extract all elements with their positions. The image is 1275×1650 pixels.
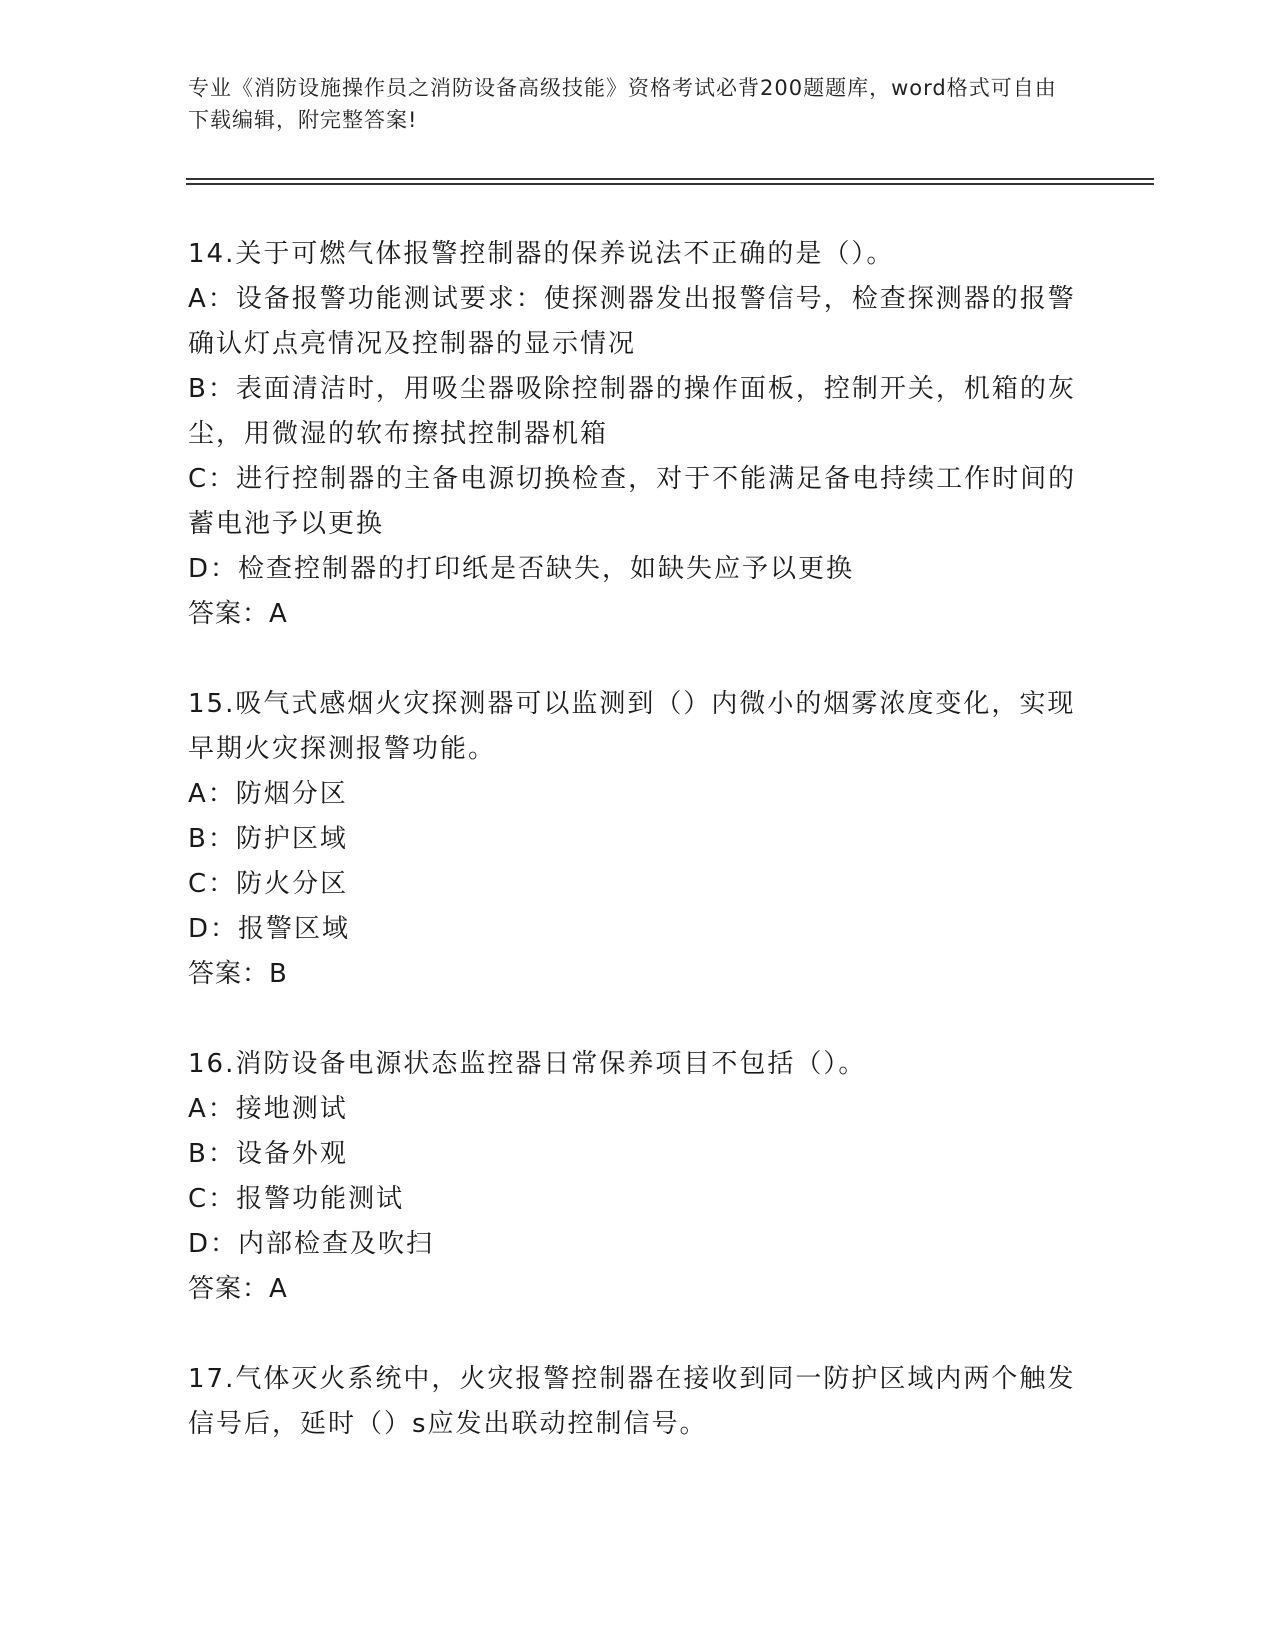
header-divider-bottom [186, 183, 1154, 185]
question-stem: 15.吸气式感烟火灾探测器可以监测到（）内微小的烟雾浓度变化，实现早期火灾探测报警功能。 [188, 689, 1076, 764]
option-d: D：内部检查及吹扫 [188, 1229, 435, 1259]
header-title: 专业《消防设施操作员之消防设备高级技能》资格考试必背200题题库，word格式可自由下载编辑，附完整答案! [188, 76, 1057, 132]
option-a: A：设备报警功能测试要求：使探测器发出报警信号，检查探测器的报警确认灯点亮情况及控制器的显示情况 [188, 284, 1076, 359]
question-15 [188, 682, 1088, 997]
option-b: B：防护区域 [188, 824, 348, 854]
question-stem: 17.气体灭火系统中，火灾报警控制器在接收到同一防护区域内两个触发信号后，延时（）s应发出联动控制信号。 [188, 1364, 1076, 1439]
header-divider-top [186, 178, 1154, 180]
answer-line: 答案：B [188, 959, 288, 989]
option-a: A：接地测试 [188, 1094, 348, 1124]
question-list [188, 232, 1088, 1447]
answer-line: 答案：A [188, 1274, 288, 1304]
answer-line: 答案：A [188, 599, 288, 629]
question-stem: 14.关于可燃气体报警控制器的保养说法不正确的是（）。 [188, 239, 895, 269]
option-d: D：报警区域 [188, 914, 351, 944]
question-14 [188, 232, 1088, 637]
option-c: C：防火分区 [188, 869, 349, 899]
option-d: D：检查控制器的打印纸是否缺失，如缺失应予以更换 [188, 554, 855, 584]
document-header [188, 72, 1068, 136]
question-stem: 16.消防设备电源状态监控器日常保养项目不包括（）。 [188, 1049, 867, 1079]
question-16 [188, 1042, 1088, 1312]
option-b: B：表面清洁时，用吸尘器吸除控制器的操作面板，控制开关，机箱的灰尘，用微湿的软布擦拭控制器机箱 [188, 374, 1076, 449]
option-c: C：进行控制器的主备电源切换检查，对于不能满足备电持续工作时间的蓄电池予以更换 [188, 464, 1077, 539]
option-b: B：设备外观 [188, 1139, 348, 1169]
option-c: C：报警功能测试 [188, 1184, 405, 1214]
question-17 [188, 1357, 1088, 1447]
option-a: A：防烟分区 [188, 779, 348, 809]
